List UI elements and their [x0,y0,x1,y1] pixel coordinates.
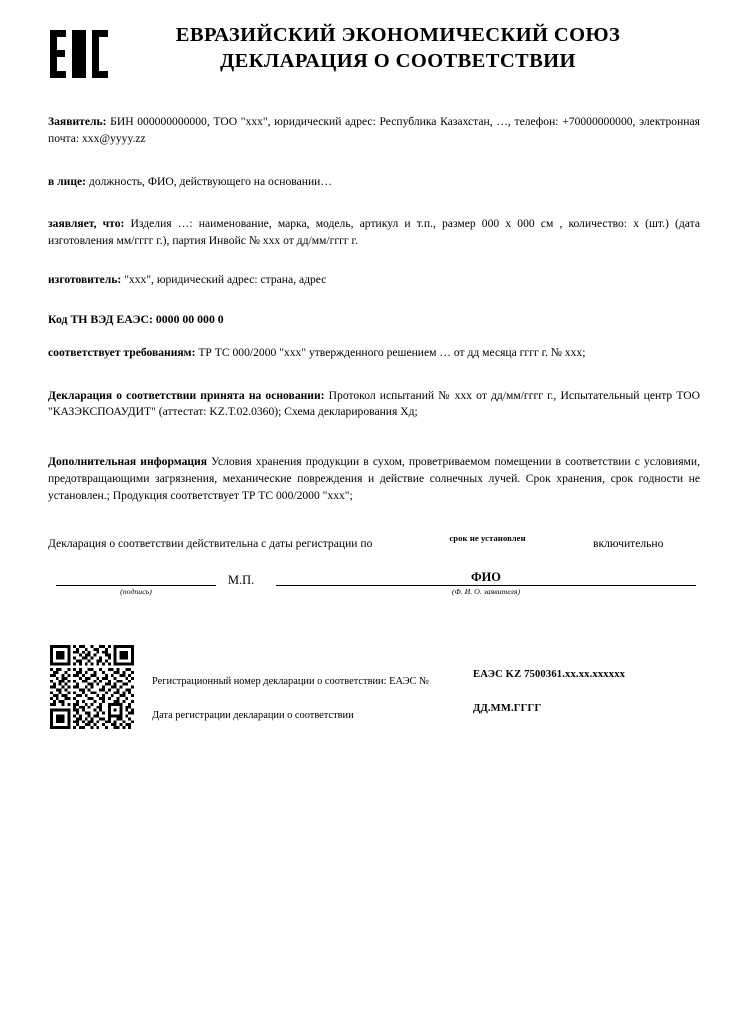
registration-date-field [473,703,700,719]
additional-info-label: Дополнительная информация [48,455,208,469]
fio-line [276,585,696,586]
document-title-block [110,22,700,74]
requirements-text: ТР ТС 000/2000 "ххх" утвержденного решением … от дд месяца гггг г. № ххх; [195,345,586,359]
signature-caption: (подпись) [120,586,152,596]
declares-paragraph [48,216,700,250]
fio-value: ФИО [471,569,501,584]
registration-number-field [473,669,700,685]
stamp-place-label: М.П. [228,572,255,587]
registration-number-label: Регистрационный номер декларации о соответствии: ЕАЭС № [152,675,429,687]
page-title-line-2: ДЕКЛАРАЦИЯ О СООТВЕТСТВИИ [220,50,576,73]
additional-info-paragraph [48,454,700,504]
document-header [48,22,700,92]
validity-value: срок не установлен [449,532,526,543]
validity-row [48,533,700,559]
registration-block [48,645,700,737]
manufacturer-text: "ххх", юридический адрес: страна, адрес [121,272,327,286]
declares-text: Изделия …: наименование, марка, модель, артикул и т.п., размер 000 х 000 см , количество: х (шт.) (дата изготовления мм/гггг г.), партия Инвойс № ххх от дд/мм/гггг г. [48,217,700,248]
represented-by-label: в лице: [48,174,87,188]
represented-by-text: должность, ФИО, действующего на основании… [86,174,332,188]
signature-line [56,585,216,586]
declares-label: заявляет, что: [48,217,125,231]
manufacturer-paragraph [48,272,700,289]
applicant-text: БИН 000000000000, ТОО "ххх", юридический адрес: Республика Казахстан, …, телефон: +70000000000, электронная почта: xxx@yyyy.zz [48,115,700,145]
applicant-label: Заявитель: [48,115,107,128]
registration-date-value: ДД.ММ.ГГГГ [473,702,542,714]
validity-suffix-label: включительно [593,536,664,550]
fio-caption: (Ф. И. О. заявителя) [451,586,521,596]
tnved-code-line: Код ТН ВЭД ЕАЭС: 0000 00 000 0 [48,311,224,326]
additional-info-text: Условия хранения продукции в сухом, проветриваемом помещении в соответствии с условиями, предотвращающими загрязнения, механические повреждения и действие солнечных лучей. Срок хранения, срок годности не установлен.; Продукция соответствует ТР ТС 000/2000 "ххх"; [48,455,700,502]
document-content [48,22,700,737]
basis-text: Протокол испытаний № ххх от дд/мм/гггг г., Испытательный центр ТОО "КАЗЭКСПОАУДИТ" (аттестат: KZ.Т.02.0360); Схема декларирования Хд; [48,388,701,419]
basis-paragraph [48,388,700,422]
represented-by-paragraph [48,174,700,191]
eac-conformity-mark-icon [48,28,110,80]
applicant-paragraph [48,114,700,148]
qr-code-icon [50,645,134,729]
page-title-line-1: ЕВРАЗИЙСКИЙ ЭКОНОМИЧЕСКИЙ СОЮЗ [175,24,621,46]
manufacturer-label: изготовитель: [48,272,122,286]
signature-row [48,569,700,607]
validity-value-field [400,533,575,546]
requirements-label: соответствует требованиям: [48,345,196,359]
basis-label: Декларация о соответствии принята на основании: [48,388,325,402]
registration-date-label: Дата регистрации декларации о соответствии [152,709,354,721]
requirements-paragraph [48,345,700,362]
validity-prefix-label: Декларация о соответствии действительна с даты регистрации по [48,536,373,550]
registration-number-value: ЕАЭС KZ 7500361.xx.xx.xxxxxx [473,668,626,680]
